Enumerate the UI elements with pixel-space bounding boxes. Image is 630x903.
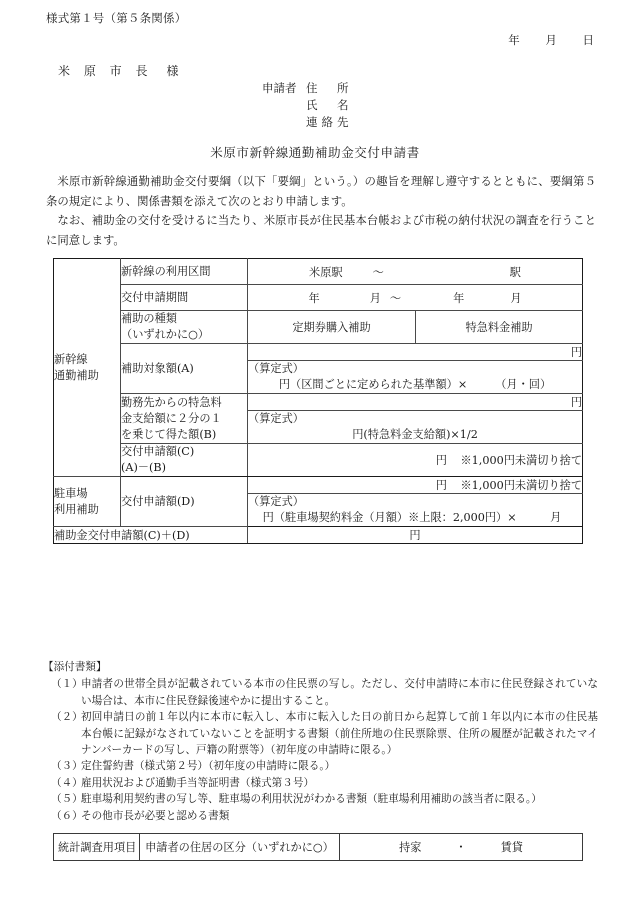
applicant-address-label: 住 所 [306, 81, 353, 95]
addressee-honorific: 様 [166, 64, 184, 78]
label-deduction-b [121, 394, 248, 444]
label-deduction-b-line1: 勤務先からの特急料 [121, 395, 222, 409]
value-target-amount-a[interactable] [248, 344, 583, 361]
value-usage-section[interactable] [248, 259, 583, 285]
attachment-text: その他市長が必要と認める書類 [81, 809, 230, 822]
table-row-total [54, 527, 583, 544]
label-target-amount-a: 補助対象額(A) [121, 344, 248, 394]
formula-d-body: 円（駐車場契約料金（月額）※上限：2,000円）× 月 [262, 511, 562, 524]
table-row-subsidy-kind [54, 311, 583, 344]
label-deduction-b-line2: 金支給額に２分の１ [121, 411, 222, 425]
formula-target-amount-a[interactable] [248, 361, 583, 394]
formula-b-body: 円(特急料金支給額)×1/2 [352, 428, 478, 441]
value-claim-d[interactable] [248, 477, 583, 494]
section-tilde: ～ [372, 265, 384, 279]
attachments-list [43, 676, 598, 824]
option-rental[interactable]: 賃貸 [500, 841, 523, 854]
group-label-shinkansen-line2: 通勤補助 [54, 368, 99, 382]
value-period[interactable] [248, 285, 583, 311]
table-row-claim-d-value [54, 477, 583, 494]
list-item [43, 709, 598, 758]
claim-c-note: ※1,000円未満切り捨て [460, 454, 583, 467]
attachment-number: （５） [51, 793, 83, 806]
attachment-number: （４） [51, 776, 83, 789]
formula-d-head: （算定式） [248, 495, 304, 508]
period-year-1: 年 [308, 291, 320, 305]
intro-text [46, 172, 596, 250]
list-item [43, 808, 598, 824]
attachment-text: 雇用状況および通勤手当等証明書（様式第３号） [81, 776, 315, 789]
attachment-text: 定住誓約書（様式第２号）（初年度の申請時に限る。） [81, 760, 336, 773]
date-day-label: 日 [582, 33, 594, 47]
table-row [54, 834, 583, 861]
date-year-label: 年 [508, 33, 520, 47]
intro-paragraph-1: 米原市新幹線通勤補助金交付要綱（以下「要綱」という。）の趣旨を理解し遵守するとともに、要綱第５条の規定により、関係書類を添えて次のとおり申請します。 [46, 174, 596, 208]
label-subsidy-kind-line2: （いずれかに○） [121, 328, 210, 341]
label-total-claim: 補助金交付申請額(C)＋(D) [54, 527, 248, 544]
label-statistics-item: 統計調査用項目 [54, 834, 140, 861]
applicant-address-row [262, 80, 353, 97]
applicant-block [262, 80, 353, 131]
label-subsidy-kind-line1: 補助の種類 [121, 312, 177, 325]
label-residence-type-question: 申請者の住居の区分（いずれかに○） [140, 834, 340, 861]
label-deduction-b-line3: を乗じて得た額(B) [121, 427, 217, 441]
intro-paragraph-2: なお、補助金の交付を受けるに当たり、米原市長が住民基本台帳および市税の納付状況の調査を行うことに同意します。 [46, 213, 596, 247]
value-claim-c[interactable] [248, 444, 583, 477]
attachment-text: 初回申請日の前１年以内に本市に転入し、本市に転入した日の前日から起算して前１年以内に本市の住民基本台帳に記録がなされていないことを証明する書類（前住所地の住民票除票、住所の履歴が記載されたマイナンバーカードの写し、戸籍の附票等）（初年度の申請時に限る。） [81, 711, 598, 757]
applicant-contact-row [262, 114, 353, 131]
addressee-line [58, 62, 183, 79]
table-row-claim-c [54, 444, 583, 477]
label-claim-c [121, 444, 248, 477]
formula-a-body: 円（区間ごとに定められた基準額）× （月・回） [278, 378, 552, 391]
list-item [43, 758, 598, 774]
form-number: 様式第１号（第５条関係） [46, 11, 187, 25]
attachment-text: 申請者の世帯全員が記載されている本市の住民票の写し。ただし、交付申請時に本市に住民登録されていない場合は、本市に住民登録後速やかに提出すること。 [81, 678, 598, 707]
date-month-label: 月 [545, 33, 557, 47]
claim-c-yen: 円 [435, 454, 447, 467]
label-period: 交付申請期間 [121, 285, 248, 311]
table-row-deduction-b-value [54, 394, 583, 411]
option-express-fare-subsidy[interactable]: 特急料金補助 [416, 311, 583, 344]
claim-d-note: ※1,000円未満切り捨て [460, 479, 583, 492]
date-entry-line [508, 32, 594, 48]
group-label-shinkansen-line1: 新幹線 [54, 352, 88, 366]
option-commuter-pass-subsidy[interactable]: 定期券購入補助 [248, 311, 416, 344]
period-month-1: 月 [369, 291, 381, 305]
label-claim-c-line1: 交付申請額(C) [121, 445, 195, 458]
list-item [43, 791, 598, 807]
option-separator: ・ [455, 841, 467, 854]
attachments-section [43, 659, 598, 824]
period-month-2: 月 [510, 291, 522, 305]
label-subsidy-kind [121, 311, 248, 344]
attachment-number: （２） [51, 711, 83, 724]
applicant-name-label: 氏 名 [306, 98, 353, 112]
claim-d-yen: 円 [435, 479, 447, 492]
application-table [53, 258, 583, 544]
table-row-period [54, 285, 583, 311]
applicant-name-row [262, 97, 353, 114]
attachment-number: （３） [51, 760, 83, 773]
attachment-text: 駐車場利用契約書の写し等、駐車場の利用状況がわかる書類（駐車場利用補助の該当者に限る。） [81, 793, 542, 806]
attachment-number: （１） [51, 678, 83, 691]
value-total-claim[interactable] [248, 527, 583, 544]
applicant-title: 申請者 [262, 81, 297, 95]
attachment-number: （６） [51, 809, 83, 822]
label-usage-section: 新幹線の利用区間 [121, 259, 248, 285]
label-claim-d: 交付申請額(D) [121, 477, 248, 527]
table-row-target-amount-value [54, 344, 583, 361]
page-title: 米原市新幹線通勤補助金交付申請書 [210, 145, 420, 160]
group-label-parking [54, 477, 121, 527]
table-row-section [54, 259, 583, 285]
section-to-station: 駅 [509, 265, 521, 279]
total-claim-yen: 円 [409, 529, 421, 542]
group-label-shinkansen [54, 259, 121, 477]
addressee-name: 米 原 市 長 [58, 64, 153, 78]
option-owned-home[interactable]: 持家 [399, 841, 422, 854]
formula-a-head: （算定式） [248, 362, 304, 375]
applicant-contact-label: 連絡先 [306, 115, 353, 129]
period-tilde: ～ [389, 291, 402, 305]
value-residence-type[interactable] [340, 834, 583, 861]
value-deduction-b[interactable] [248, 394, 583, 411]
list-item [43, 676, 598, 709]
deduction-b-yen: 円 [570, 396, 583, 409]
formula-deduction-b[interactable] [248, 411, 583, 444]
formula-b-head: （算定式） [248, 412, 304, 425]
list-item [43, 775, 598, 791]
group-label-parking-line2: 利用補助 [54, 502, 99, 516]
formula-claim-d[interactable] [248, 494, 583, 527]
section-from-station: 米原駅 [309, 265, 343, 279]
group-label-parking-line1: 駐車場 [54, 486, 88, 500]
statistics-table [53, 833, 583, 861]
attachments-heading: 【添付書類】 [43, 661, 107, 673]
label-claim-c-line2: (A)－(B) [121, 461, 166, 474]
period-year-2: 年 [453, 291, 465, 305]
target-amount-a-yen: 円 [570, 346, 583, 359]
